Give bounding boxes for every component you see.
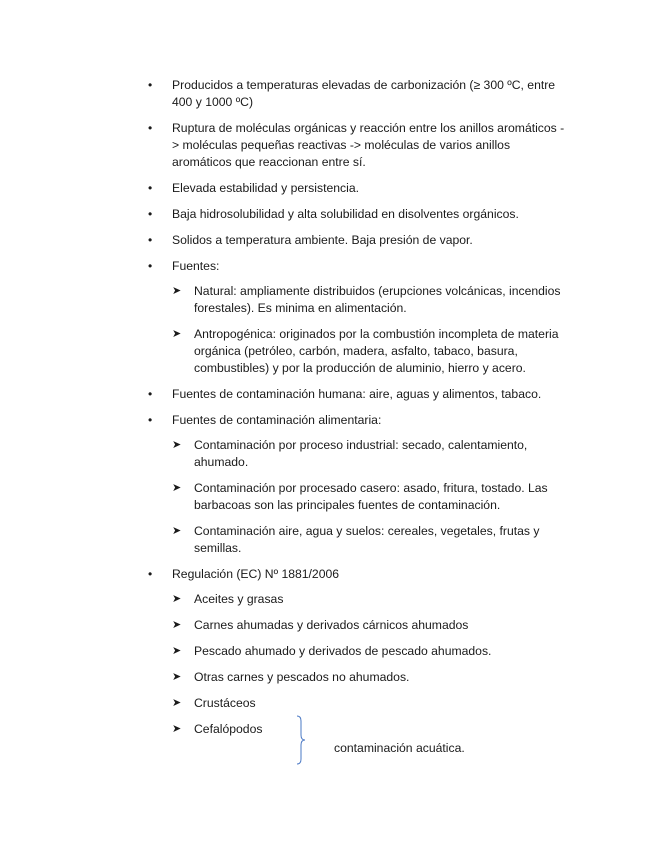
sub-item-text: Contaminación aire, agua y suelos: cereales, vegetales, frutas y semillas.	[194, 524, 540, 555]
item-text: Baja hidrosolubilidad y alta solubilidad en disolventes orgánicos.	[172, 207, 519, 221]
sub-item-text: Aceites y grasas	[194, 592, 284, 606]
list-item	[0, 206, 655, 223]
list-item	[0, 258, 655, 377]
arrow-bullet-icon: ➤	[172, 482, 182, 494]
bullet-icon: •	[148, 259, 153, 273]
list-item	[0, 180, 655, 197]
arrow-bullet-icon: ➤	[172, 285, 182, 297]
item-text: Fuentes:	[172, 259, 220, 273]
sub-item-text: Antropogénica: originados por la combustión incompleta de materia orgánica (petróleo, carbón, madera, asfalto, tabaco, basura, combustibles) y por la producción de aluminio, hierro y acero.	[194, 327, 559, 375]
sub-item-text: Contaminación por proceso industrial: secado, calentamiento, ahumado.	[194, 438, 528, 469]
sub-item-text: Carnes ahumadas y derivados cárnicos ahumados	[194, 618, 469, 632]
item-text: Elevada estabilidad y persistencia.	[172, 181, 359, 195]
list-item	[0, 386, 655, 403]
sub-list-item	[172, 283, 569, 317]
bullet-icon: •	[148, 413, 153, 427]
item-text: Ruptura de moléculas orgánicas y reacción entre los anillos aromáticos -> moléculas pequeñas reactivas -> moléculas de varios anillos aromáticos que reaccionan entre sí.	[172, 121, 565, 169]
sub-item-text: Otras carnes y pescados no ahumados.	[194, 670, 410, 684]
sub-list-item	[172, 437, 569, 471]
arrow-bullet-icon: ➤	[172, 697, 182, 709]
sub-list	[172, 591, 565, 738]
bullet-list	[0, 77, 655, 747]
bullet-icon: •	[148, 207, 153, 221]
list-item	[0, 566, 655, 738]
sub-item-text: Contaminación por procesado casero: asado, fritura, tostado. Las barbacoas son las principales fuentes de contaminación.	[194, 481, 548, 512]
sub-list-item	[172, 721, 569, 738]
arrow-bullet-icon: ➤	[172, 619, 182, 631]
sub-list-item	[172, 617, 569, 634]
bullet-icon: •	[148, 567, 153, 581]
arrow-bullet-icon: ➤	[172, 671, 182, 683]
sub-list-item	[172, 523, 569, 557]
list-item	[0, 232, 655, 249]
sub-item-text: Natural: ampliamente distribuidos (erupciones volcánicas, incendios forestales). Es minima en alimentación.	[194, 284, 561, 315]
arrow-bullet-icon: ➤	[172, 723, 182, 735]
item-text: Solidos a temperatura ambiente. Baja presión de vapor.	[172, 233, 473, 247]
sub-list	[172, 283, 565, 377]
list-item	[0, 412, 655, 557]
arrow-bullet-icon: ➤	[172, 525, 182, 537]
bracket-note: contaminación acuática.	[334, 741, 465, 755]
sub-list	[172, 437, 565, 557]
sub-item-text: Cefalópodos	[194, 722, 263, 736]
bullet-icon: •	[148, 181, 153, 195]
sub-list-item	[172, 669, 569, 686]
sub-list-item	[172, 591, 569, 608]
sub-list-item	[172, 643, 569, 660]
bullet-icon: •	[148, 233, 153, 247]
sub-list-item	[172, 326, 569, 377]
list-item	[0, 77, 655, 111]
item-text: Regulación (EC) Nº 1881/2006	[172, 567, 340, 581]
sub-list-item	[172, 480, 569, 514]
item-text: Fuentes de contaminación alimentaria:	[172, 413, 382, 427]
sub-item-text: Crustáceos	[194, 696, 256, 710]
bullet-icon: •	[148, 121, 153, 135]
sub-item-text: Pescado ahumado y derivados de pescado ahumados.	[194, 644, 492, 658]
arrow-bullet-icon: ➤	[172, 645, 182, 657]
bullet-icon: •	[148, 387, 153, 401]
right-brace-icon	[296, 715, 306, 765]
item-text: Producidos a temperaturas elevadas de carbonización (≥ 300 ºC, entre 400 y 1000 ºC)	[172, 78, 556, 109]
bullet-icon: •	[148, 78, 153, 92]
list-item	[0, 120, 655, 171]
arrow-bullet-icon: ➤	[172, 439, 182, 451]
sub-list-item	[172, 695, 569, 712]
arrow-bullet-icon: ➤	[172, 593, 182, 605]
item-text: Fuentes de contaminación humana: aire, aguas y alimentos, tabaco.	[172, 387, 542, 401]
arrow-bullet-icon: ➤	[172, 328, 182, 340]
